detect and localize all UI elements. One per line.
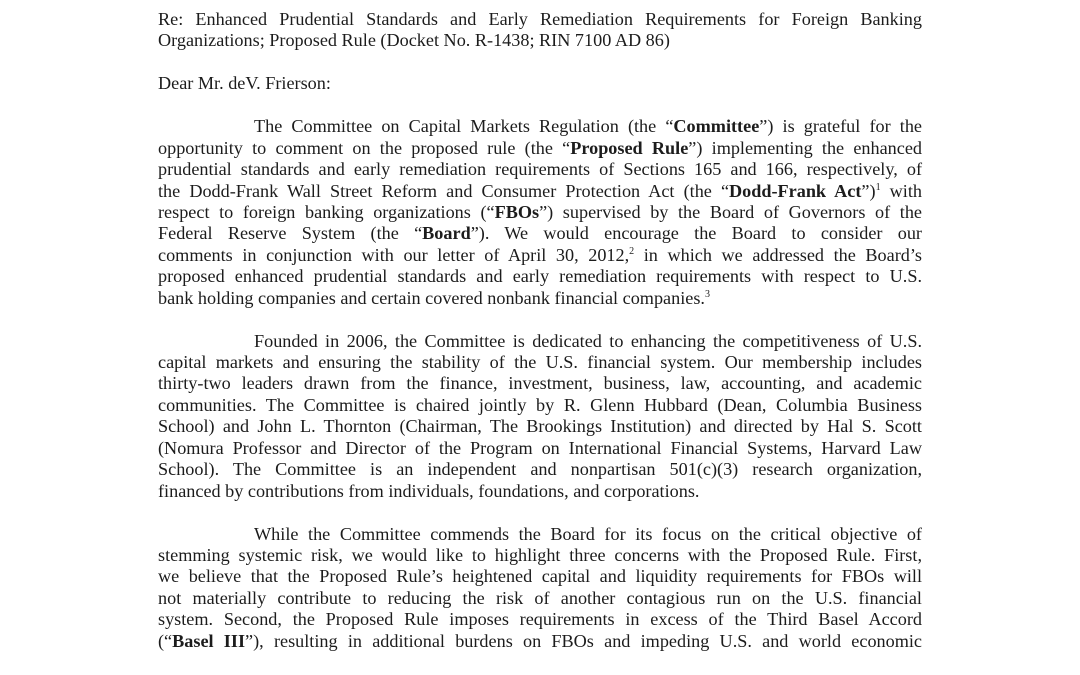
text: ”). We would encourage the Board to consider our bbox=[470, 223, 922, 244]
text: ”) supervised by the Board of Governors of the bbox=[539, 201, 922, 222]
subject-line: Organizations; Proposed Rule (Docket No. R-1438; RIN 7100 AD 86) bbox=[158, 30, 670, 51]
paragraph-line: we believe that the Proposed Rule’s heightened capital and liquidity requirements for FBOs will bbox=[158, 566, 922, 587]
text: ”) bbox=[861, 180, 876, 201]
text: ”) implementing the enhanced bbox=[688, 137, 923, 158]
paragraph-line: stemming systemic risk, we would like to highlight three concerns with the Proposed Rule. First, bbox=[158, 544, 922, 565]
paragraph-line bbox=[158, 288, 922, 309]
text: in which we addressed the Board’s bbox=[634, 244, 922, 265]
text: ”), resulting in additional burdens on FBOs and impeding U.S. and world economic bbox=[245, 630, 922, 651]
paragraph-line bbox=[158, 181, 922, 202]
paragraph-line bbox=[158, 138, 922, 159]
text: ”) is grateful for the bbox=[759, 116, 922, 137]
paragraph-line: School). The Committee is an independent and nonpartisan 501(c)(3) research organization, bbox=[158, 459, 922, 480]
paragraph-line: Founded in 2006, the Committee is dedicated to enhancing the competitiveness of U.S. bbox=[254, 330, 922, 351]
paragraph-concerns bbox=[158, 524, 922, 653]
paragraph-line bbox=[158, 116, 922, 137]
paragraph-line: system. Second, the Proposed Rule imposes requirements in excess of the Third Basel Accord bbox=[158, 609, 922, 630]
text: bank holding companies and certain covered nonbank financial companies. bbox=[158, 287, 705, 308]
footnote-ref[interactable]: 1 bbox=[875, 181, 881, 193]
paragraph-line bbox=[158, 223, 922, 244]
defined-term: Proposed Rule bbox=[570, 137, 689, 158]
paragraph-line bbox=[158, 245, 922, 266]
defined-term: Basel III bbox=[172, 630, 246, 651]
subject-block bbox=[158, 9, 922, 52]
paragraph-line: (Nomura Professor and Director of the Program on International Financial Systems, Harvard Law bbox=[158, 437, 922, 458]
paragraph-line: financed by contributions from individuals, foundations, and corporations. bbox=[158, 480, 700, 501]
salutation: Dear Mr. deV. Frierson: bbox=[158, 73, 331, 94]
text: opportunity to comment on the proposed rule (the “ bbox=[158, 137, 571, 158]
paragraph-line: While the Committee commends the Board for its focus on the critical objective of bbox=[254, 523, 922, 544]
text: the Dodd-Frank Wall Street Reform and Consumer Protection Act (the “ bbox=[158, 180, 730, 201]
paragraph-line: proposed enhanced prudential standards and early remediation requirements with respect to U.S. bbox=[158, 266, 922, 287]
defined-term: Board bbox=[422, 223, 471, 244]
text: (“ bbox=[158, 630, 173, 651]
paragraph-line: communities. The Committee is chaired jointly by R. Glenn Hubbard (Dean, Columbia Business bbox=[158, 394, 922, 415]
footnote-ref[interactable]: 2 bbox=[629, 245, 635, 257]
text: The Committee on Capital Markets Regulation (the “ bbox=[254, 116, 674, 137]
subject-line: Re: Enhanced Prudential Standards and Early Remediation Requirements for Foreign Banking bbox=[158, 9, 922, 29]
paragraph-line bbox=[158, 202, 922, 223]
defined-term: Dodd-Frank Act bbox=[729, 180, 862, 201]
paragraph-line: prudential standards and early remediation requirements of Sections 165 and 166, respectively, of bbox=[158, 159, 922, 180]
paragraph-line bbox=[158, 631, 922, 652]
text: comments in conjunction with our letter of April 30, 2012, bbox=[158, 244, 630, 265]
paragraph-line: capital markets and ensuring the stability of the U.S. financial system. Our membership includes bbox=[158, 352, 922, 372]
paragraph-line: School) and John L. Thornton (Chairman, The Brookings Institution) and directed by Hal S. Scott bbox=[158, 416, 922, 437]
text: Federal Reserve System (the “ bbox=[158, 223, 423, 244]
text: respect to foreign banking organizations (“ bbox=[158, 201, 495, 222]
paragraph-about-committee bbox=[158, 331, 922, 503]
defined-term: Committee bbox=[673, 116, 760, 137]
footnote-ref[interactable]: 3 bbox=[704, 288, 710, 300]
defined-term: FBOs bbox=[494, 201, 540, 222]
letter-page bbox=[158, 9, 922, 652]
paragraph-intro bbox=[158, 116, 922, 309]
text: with bbox=[880, 180, 922, 201]
paragraph-line: thirty-two leaders drawn from the finance, investment, business, law, accounting, and academic bbox=[158, 373, 922, 394]
paragraph-line: not materially contribute to reducing the risk of another contagious run on the U.S. financial bbox=[158, 587, 922, 608]
